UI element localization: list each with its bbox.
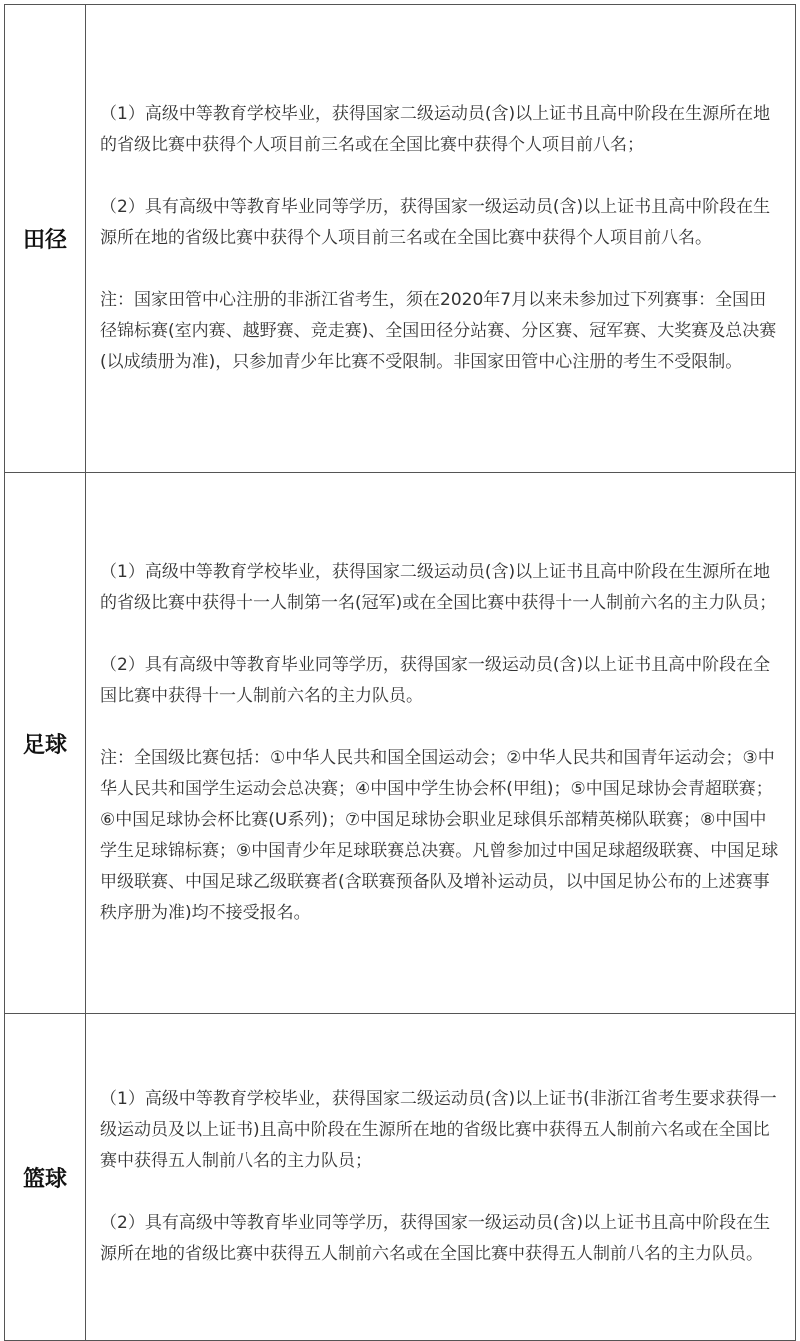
sport-label: 足球 (5, 473, 86, 1014)
requirement-paragraph: （2）具有高级中等教育毕业同等学历，获得国家一级运动员(含)以上证书且高中阶段在全国比赛中获得十一人制前六名的主力队员。 (100, 655, 771, 706)
note-paragraph: 注：国家田管中心注册的非浙江省考生，须在2020年7月以来未参加过下列赛事：全国田径锦标赛(室内赛、越野赛、竞走赛)、全国田径分站赛、分区赛、冠军赛、大奖赛及总决赛(以成绩册为准)，只参加青少年比赛不受限制。非国家田管中心注册的考生不受限制。 (100, 290, 777, 372)
requirements-cell (86, 1014, 796, 1341)
requirements-table (4, 4, 796, 1341)
table-row-athletics (5, 5, 796, 473)
requirements-cell (86, 5, 796, 473)
requirement-paragraph: （1）高级中等教育学校毕业，获得国家二级运动员(含)以上证书(非浙江省考生要求获得一级运动员及以上证书)且高中阶段在生源所在地的省级比赛中获得五人制前六名或在全国比赛中获得五人制前八名的主力队员； (100, 1089, 777, 1171)
table-row-football (5, 473, 796, 1014)
requirement-paragraph: （1）高级中等教育学校毕业，获得国家二级运动员(含)以上证书且高中阶段在生源所在地的省级比赛中获得十一人制第一名(冠军)或在全国比赛中获得十一人制前六名的主力队员； (100, 562, 777, 613)
sport-label: 篮球 (5, 1014, 86, 1341)
requirement-paragraph: （2）具有高级中等教育毕业同等学历，获得国家一级运动员(含)以上证书且高中阶段在生源所在地的省级比赛中获得五人制前六名或在全国比赛中获得五人制前八名的主力队员。 (100, 1213, 771, 1264)
sport-label: 田径 (5, 5, 86, 473)
requirement-paragraph: （2）具有高级中等教育毕业同等学历，获得国家一级运动员(含)以上证书且高中阶段在生源所在地的省级比赛中获得个人项目前三名或在全国比赛中获得个人项目前八名。 (100, 197, 771, 248)
requirement-paragraph: （1）高级中等教育学校毕业，获得国家二级运动员(含)以上证书且高中阶段在生源所在地的省级比赛中获得个人项目前三名或在全国比赛中获得个人项目前八名； (100, 104, 771, 155)
table-row-basketball (5, 1014, 796, 1341)
requirements-cell (86, 473, 796, 1014)
note-paragraph: 注：全国级比赛包括：①中华人民共和国全国运动会；②中华人民共和国青年运动会；③中华人民共和国学生运动会总决赛；④中国中学生协会杯(甲组)；⑤中国足球协会青超联赛；⑥中国足球协会杯比赛(U系列)；⑦中国足球协会职业足球俱乐部精英梯队联赛；⑧中国中学生足球锦标赛；⑨中国青少年足球联赛总决赛。凡曾参加过中国足球超级联赛、中国足球甲级联赛、中国足球乙级联赛者(含联赛预备队及增补运动员，以中国足协公布的上述赛事秩序册为准)均不接受报名。 (100, 748, 779, 923)
